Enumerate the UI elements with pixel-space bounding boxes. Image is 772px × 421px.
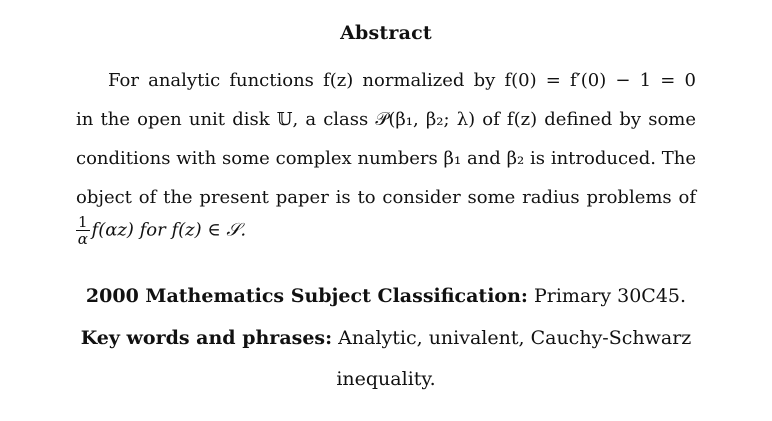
keywords-label: Key words and phrases:: [80, 327, 333, 349]
abstract-line-2: in the open unit disk 𝕌, a class 𝒫(β₁, β₂; λ) of f(z) defined by some: [76, 109, 696, 130]
classification-label: 2000 Mathematics Subject Classification:: [85, 285, 528, 307]
abstract-line-5: [76, 214, 696, 247]
subject-classification: [0, 285, 772, 307]
abstract-line-4: object of the present paper is to consider some radius problems of: [76, 187, 696, 208]
abstract-title: Abstract: [340, 22, 432, 44]
keywords-value: Analytic, univalent, Cauchy-Schwarz: [338, 327, 692, 349]
fraction-denominator: α: [77, 230, 88, 248]
fraction-one-over-alpha: [76, 214, 90, 247]
abstract-line-1: For analytic functions f(z) normalized by f(0) = f′(0) − 1 = 0: [108, 70, 696, 91]
abstract-line-5-text: f(αz) for f(z) ∈ 𝒮.: [91, 219, 247, 241]
keywords-continuation: inequality.: [336, 368, 436, 390]
fraction-numerator: 1: [78, 213, 88, 231]
classification-value: Primary 30C45.: [533, 285, 687, 307]
keywords: [0, 327, 772, 349]
abstract-line-3: conditions with some complex numbers β₁ and β₂ is introduced. The: [76, 148, 696, 169]
